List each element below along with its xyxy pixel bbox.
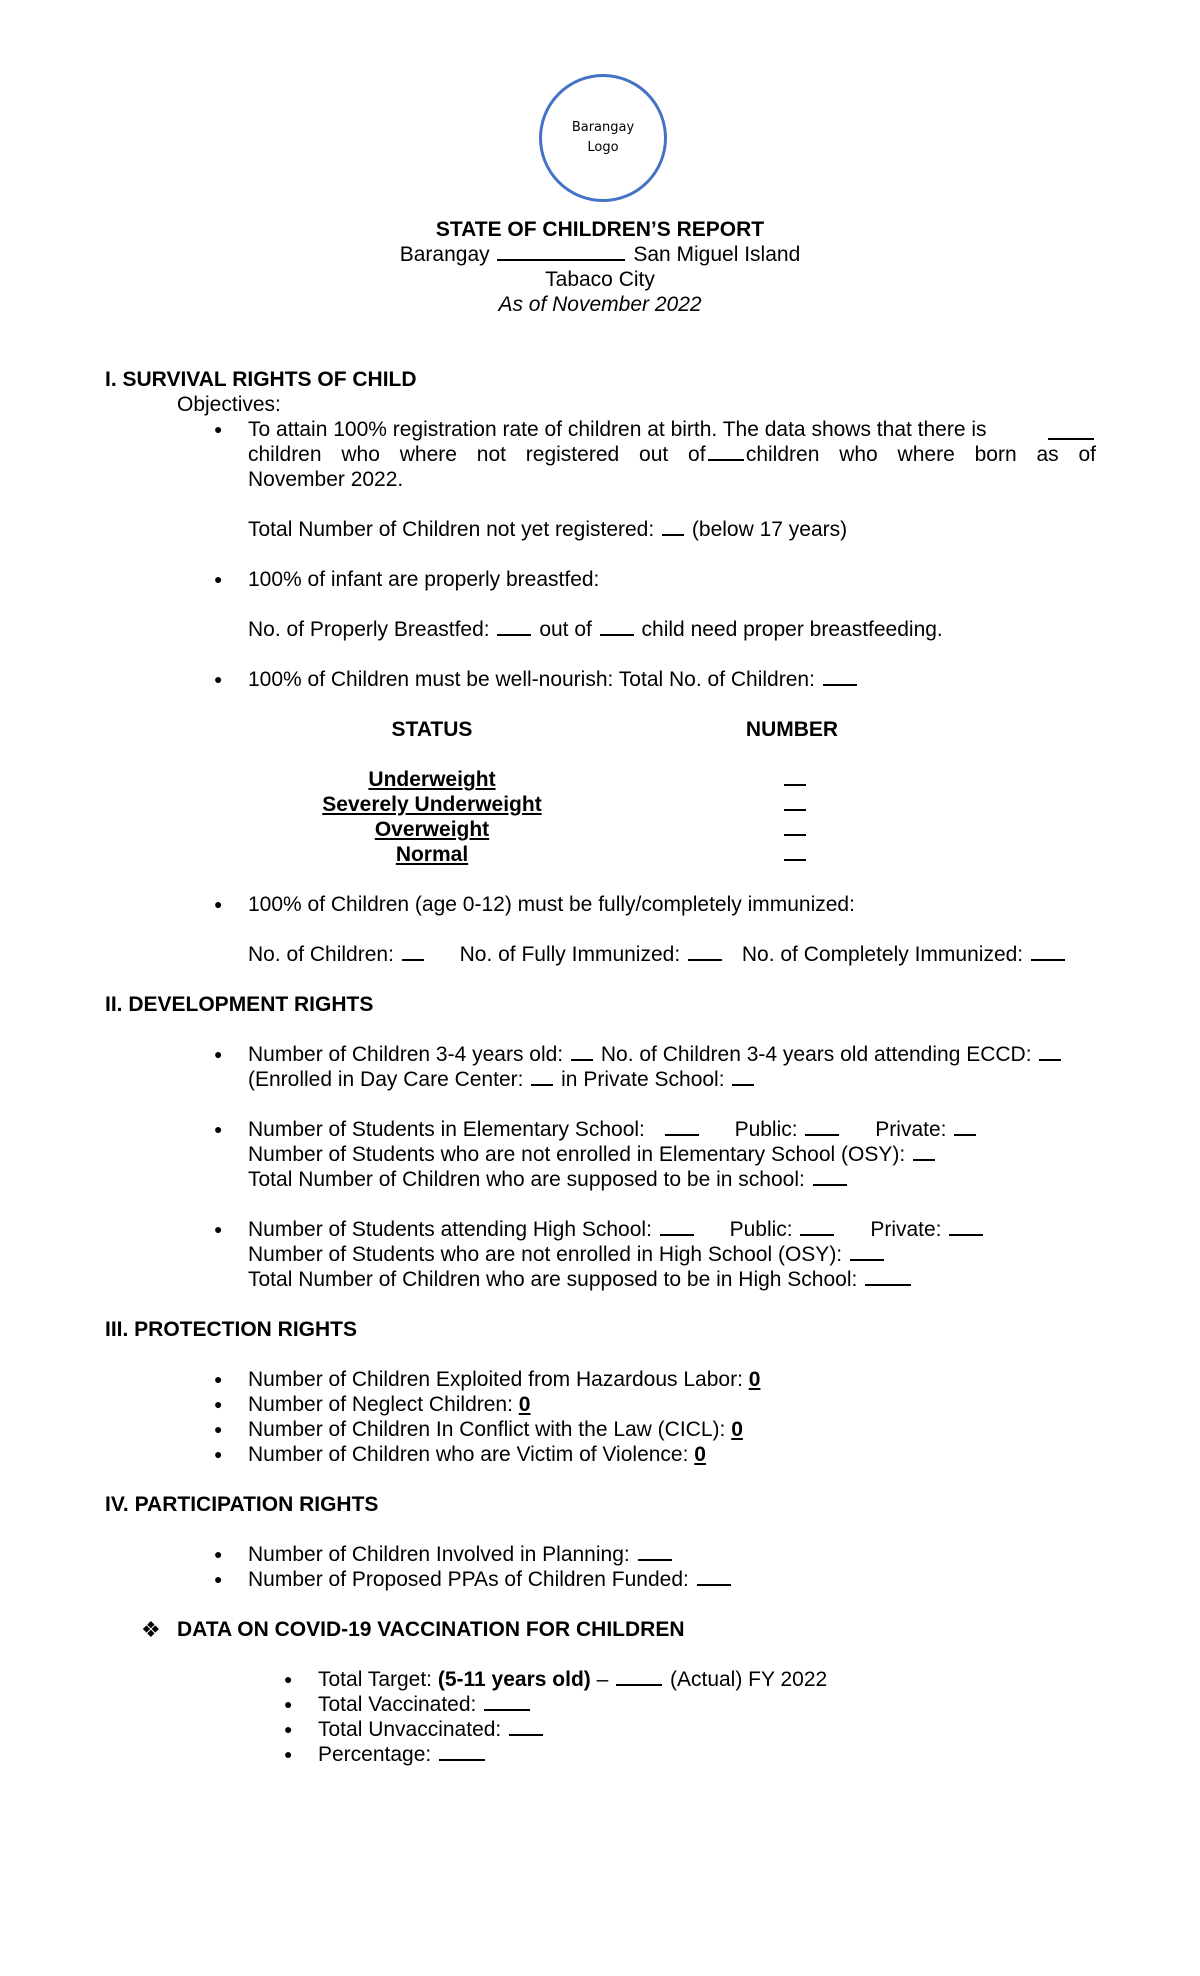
breastfed-out-of: out of <box>539 618 592 641</box>
nourish-total-blank <box>823 667 857 686</box>
bullet-icon: ● <box>214 896 223 912</box>
total-not-registered-label: Total Number of Children not yet registered: <box>248 518 655 541</box>
imm-completely-blank <box>1031 942 1065 961</box>
status-row-label: Underweight <box>368 768 496 791</box>
breastfed-label: No. of Properly Breastfed: <box>248 618 490 641</box>
protection-item <box>248 1367 760 1392</box>
total-not-registered-note: (below 17 years) <box>691 518 848 541</box>
protection-item-value: 0 <box>518 1393 531 1416</box>
registration-text-1: To attain 100% registration rate of children at birth. The data shows that there is <box>248 418 987 441</box>
bullet-icon: ● <box>214 671 223 687</box>
status-number-cell <box>782 767 808 792</box>
status-row-label: Overweight <box>374 818 490 841</box>
logo-line-2: Logo <box>587 140 619 155</box>
day-care-label: (Enrolled in Day Care Center: <box>248 1068 524 1091</box>
born-total-blank <box>708 442 744 461</box>
bullet-icon: ● <box>214 1546 223 1562</box>
private-school-blank <box>732 1067 754 1086</box>
bullet-icon: ● <box>214 571 223 587</box>
elementary-label: Number of Students in Elementary School: <box>248 1118 645 1141</box>
immunization-objective: 100% of Children (age 0-12) must be fully/completely immunized: <box>248 893 855 916</box>
elementary-line-1 <box>248 1117 978 1142</box>
objectives-label: Objectives: <box>177 393 281 416</box>
section-2-heading: II. DEVELOPMENT RIGHTS <box>105 993 374 1016</box>
eccd-line-1 <box>248 1042 1063 1067</box>
highschool-total-blank <box>865 1267 911 1286</box>
nourish-objective <box>248 667 859 692</box>
total-not-registered <box>248 517 847 542</box>
breastfed-line <box>248 617 943 642</box>
elementary-line-3 <box>248 1167 849 1192</box>
number-column-header: NUMBER <box>745 718 839 741</box>
covid-target-age: (5-11 years old) <box>437 1668 591 1691</box>
participation-item <box>248 1542 674 1567</box>
bullet-icon: ● <box>214 1446 223 1462</box>
eccd-label: No. of Children 3-4 years old attending ECCD: <box>600 1043 1032 1066</box>
protection-item-label: Number of Neglect Children: <box>248 1393 513 1416</box>
protection-item <box>248 1442 706 1467</box>
covid-target-fy: (Actual) FY 2022 <box>669 1668 828 1691</box>
status-number-cell <box>782 792 808 817</box>
highschool-private-label: Private: <box>870 1218 942 1241</box>
elementary-private-label: Private: <box>875 1118 947 1141</box>
covid-target-blank <box>616 1667 662 1686</box>
report-title: STATE OF CHILDREN’S REPORT <box>435 218 765 241</box>
highschool-private-blank <box>949 1217 983 1236</box>
highschool-public-label: Public: <box>729 1218 793 1241</box>
elementary-blank <box>665 1117 699 1136</box>
bullet-icon: ● <box>214 1571 223 1587</box>
highschool-osy-label: Number of Students who are not enrolled in High School (OSY): <box>248 1243 843 1266</box>
barangay-suffix: San Miguel Island <box>633 243 801 266</box>
as-of-line: As of November 2022 <box>498 293 702 316</box>
protection-item-value: 0 <box>748 1368 761 1391</box>
elementary-private-blank <box>954 1117 976 1136</box>
highschool-total-label: Total Number of Children who are supposed to be in High School: <box>248 1268 858 1291</box>
bullet-icon: ● <box>284 1746 293 1762</box>
elementary-line-2 <box>248 1142 937 1167</box>
covid-heading: DATA ON COVID-19 VACCINATION FOR CHILDREN <box>177 1618 685 1641</box>
breastfed-blank <box>497 617 531 636</box>
logo-line-1: Barangay <box>571 120 635 135</box>
section-3-heading: III. PROTECTION RIGHTS <box>105 1318 358 1341</box>
breastfed-need-blank <box>600 617 634 636</box>
bullet-icon: ● <box>284 1721 293 1737</box>
status-number-blank <box>784 767 806 786</box>
status-number-cell <box>782 817 808 842</box>
protection-item-value: 0 <box>731 1418 743 1441</box>
diamond-bullet-icon: ❖ <box>141 1617 161 1642</box>
breastfed-objective: 100% of infant are properly breastfed: <box>248 568 600 591</box>
elementary-public-blank <box>805 1117 839 1136</box>
immunization-line <box>248 942 1067 967</box>
status-row-label: Severely Underweight <box>322 793 542 816</box>
status-number-blank <box>784 792 806 811</box>
bullet-icon: ● <box>214 1396 223 1412</box>
bullet-icon: ● <box>284 1671 293 1687</box>
covid-unvaccinated-label: Total Unvaccinated: <box>318 1718 502 1741</box>
status-row-label: Normal <box>395 843 469 866</box>
protection-item-label: Number of Children who are Victim of Violence: <box>248 1443 689 1466</box>
participation-item <box>248 1567 733 1592</box>
bullet-icon: ● <box>214 1221 223 1237</box>
highschool-line-2 <box>248 1242 886 1267</box>
imm-completely-label: No. of Completely Immunized: <box>741 943 1024 966</box>
highschool-osy-blank <box>850 1242 884 1261</box>
day-care-blank <box>531 1067 553 1086</box>
covid-percentage-label: Percentage: <box>318 1743 432 1766</box>
imm-fully-blank <box>688 942 722 961</box>
protection-item-value: 0 <box>694 1443 706 1466</box>
nourish-label: 100% of Children must be well-nourish: Total No. of Children: <box>248 668 815 691</box>
protection-item <box>248 1417 743 1442</box>
highschool-public-blank <box>800 1217 834 1236</box>
highschool-label: Number of Students attending High School: <box>248 1218 652 1241</box>
imm-children-blank <box>402 942 424 961</box>
section-1-heading: I. SURVIVAL RIGHTS OF CHILD <box>105 368 417 391</box>
highschool-line-3 <box>248 1267 913 1292</box>
eccd-line-2 <box>248 1067 756 1092</box>
total-not-registered-blank <box>662 517 684 536</box>
covid-unvaccinated-blank <box>509 1717 543 1736</box>
bullet-icon: ● <box>214 421 223 437</box>
bullet-icon: ● <box>214 1421 223 1437</box>
city-line: Tabaco City <box>545 268 655 291</box>
covid-vaccinated-line <box>318 1692 532 1717</box>
barangay-line <box>0 242 1200 267</box>
status-number-blank <box>784 842 806 861</box>
covid-unvaccinated-line <box>318 1717 545 1742</box>
status-column-header: STATUS <box>391 718 473 741</box>
elementary-total-label: Total Number of Children who are supposed to be in school: <box>248 1168 805 1191</box>
registration-line-3: November 2022. <box>248 468 404 491</box>
covid-percentage-line <box>318 1742 487 1767</box>
elementary-osy-blank <box>913 1142 935 1161</box>
protection-item-label: Number of Children In Conflict with the Law (CICL): <box>248 1418 726 1441</box>
elementary-total-blank <box>813 1167 847 1186</box>
barangay-logo <box>539 74 667 202</box>
barangay-name-blank <box>497 242 625 261</box>
bullet-icon: ● <box>214 1121 223 1137</box>
registration-line-1 <box>248 417 1096 442</box>
participation-item-label: Number of Children Involved in Planning: <box>248 1543 630 1566</box>
registration-text-2a: children who where not registered out of <box>248 443 706 466</box>
children-3-4-label: Number of Children 3-4 years old: <box>248 1043 564 1066</box>
registration-text-2b: children who where born as of <box>745 443 1096 466</box>
participation-item-blank <box>697 1567 731 1586</box>
participation-item-blank <box>638 1542 672 1561</box>
protection-item <box>248 1392 530 1417</box>
bullet-icon: ● <box>214 1046 223 1062</box>
covid-vaccinated-label: Total Vaccinated: <box>318 1693 477 1716</box>
children-3-4-blank <box>571 1042 593 1061</box>
bullet-icon: ● <box>214 1371 223 1387</box>
imm-children-label: No. of Children: <box>248 943 394 966</box>
covid-target-label: Total Target: <box>318 1668 433 1691</box>
bullet-icon: ● <box>284 1696 293 1712</box>
participation-item-label: Number of Proposed PPAs of Children Funded: <box>248 1568 689 1591</box>
status-number-cell <box>782 842 808 867</box>
imm-fully-label: No. of Fully Immunized: <box>459 943 681 966</box>
barangay-prefix: Barangay <box>399 243 490 266</box>
covid-target-line <box>318 1667 827 1692</box>
elementary-osy-label: Number of Students who are not enrolled in Elementary School (OSY): <box>248 1143 906 1166</box>
elementary-public-label: Public: <box>734 1118 798 1141</box>
breastfed-need-label: child need proper breastfeeding. <box>641 618 943 641</box>
eccd-blank <box>1039 1042 1061 1061</box>
section-4-heading: IV. PARTICIPATION RIGHTS <box>105 1493 379 1516</box>
covid-percentage-blank <box>439 1742 485 1761</box>
covid-vaccinated-blank <box>484 1692 530 1711</box>
highschool-line-1 <box>248 1217 985 1242</box>
private-school-label: in Private School: <box>561 1068 725 1091</box>
highschool-blank <box>660 1217 694 1236</box>
status-number-blank <box>784 817 806 836</box>
not-registered-blank <box>1048 421 1094 440</box>
protection-item-label: Number of Children Exploited from Hazardous Labor: <box>248 1368 743 1391</box>
covid-target-dash: – <box>596 1668 609 1691</box>
registration-line-2 <box>248 442 1096 467</box>
